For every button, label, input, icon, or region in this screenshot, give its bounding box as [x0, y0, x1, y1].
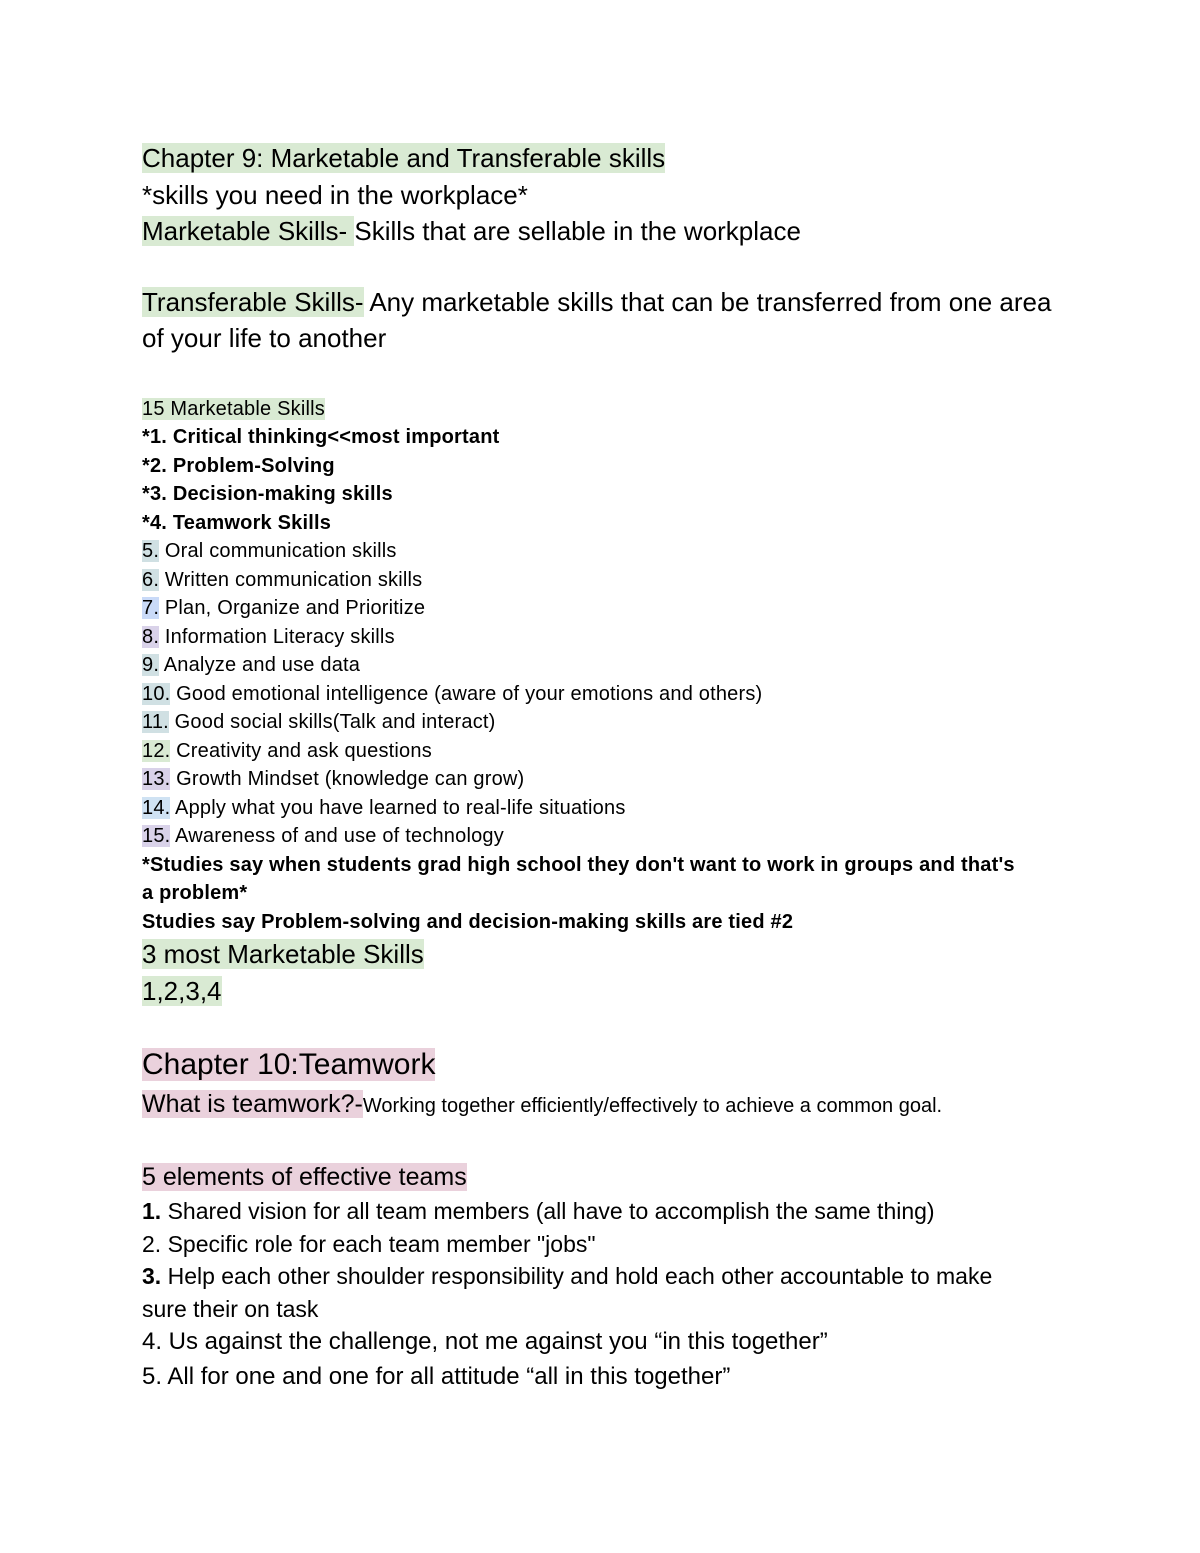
skills-list-title: 15 Marketable Skills: [142, 397, 325, 420]
teamwork-def: Working together efficiently/effectively to achieve a common goal.: [362, 1095, 943, 1117]
most-marketable-title: 3 most Marketable Skills: [142, 939, 424, 969]
list-item: *4. Teamwork Skills: [142, 511, 332, 534]
list-item: 15. Awareness of and use of technology: [142, 825, 504, 847]
list-item: 8. Information Literacy skills: [142, 625, 395, 648]
list-item: 12. Creativity and ask questions: [142, 739, 432, 762]
list-item: *2. Problem-Solving: [142, 454, 335, 477]
list-item: 10. Good emotional intelligence (aware of your emotions and others): [142, 682, 763, 705]
document-page: [142, 140, 1062, 1394]
chapter-10-title: Chapter 10:Teamwork: [142, 1048, 436, 1081]
studies-note-2: Studies say Problem-solving and decision-making skills are tied #2: [142, 910, 794, 933]
marketable-def: Skills that are sellable in the workplace: [354, 216, 801, 246]
list-item: 1. Shared vision for all team members (all have to accomplish the same thing): [142, 1198, 935, 1224]
list-item: 13. Growth Mindset (knowledge can grow): [142, 768, 525, 790]
transferable-def: Any marketable skills that can be transferred from one area of your life to another: [142, 286, 1052, 353]
list-item: 5. Oral communication skills: [142, 540, 397, 562]
marketable-term: Marketable Skills-: [142, 216, 355, 246]
list-item: 6. Written communication skills: [142, 568, 423, 591]
chapter-9-title: Chapter 9: Marketable and Transferable skills: [142, 143, 666, 173]
list-item: 5. All for one and one for all attitude “all in this together”: [142, 1362, 731, 1390]
skills-list: [142, 423, 1062, 851]
list-item: 9. Analyze and use data: [142, 654, 361, 676]
list-item: *3. Decision-making skills: [142, 483, 393, 505]
teamwork-definition: [142, 1085, 1062, 1127]
list-item: *1. Critical thinking<<most important: [142, 426, 500, 448]
teamwork-term: What is teamwork?-: [142, 1090, 363, 1118]
transferable-skills-definition: [142, 284, 1062, 357]
elements-list: [142, 1195, 1062, 1394]
marketable-skills-definition: [142, 213, 1062, 250]
most-marketable-value: 1,2,3,4: [142, 975, 222, 1006]
list-item: 7. Plan, Organize and Prioritize: [142, 597, 426, 619]
studies-note-1: *Studies say when students grad high school they don't want to work in groups and that's a problem*: [142, 853, 1015, 904]
transferable-term: Transferable Skills-: [142, 286, 364, 317]
list-item: 4. Us against the challenge, not me against you “in this together”: [142, 1328, 828, 1355]
list-item: 14. Apply what you have learned to real-life situations: [142, 796, 626, 819]
elements-title: 5 elements of effective teams: [142, 1163, 467, 1191]
list-item: 11. Good social skills(Talk and interact): [142, 711, 496, 733]
chapter-9-subtitle: *skills you need in the workplace*: [142, 179, 528, 210]
list-item: 3. Help each other shoulder responsibility and hold each other accountable to make sure their on task: [142, 1263, 993, 1322]
list-item: 2. Specific role for each team member "jobs": [142, 1230, 596, 1257]
